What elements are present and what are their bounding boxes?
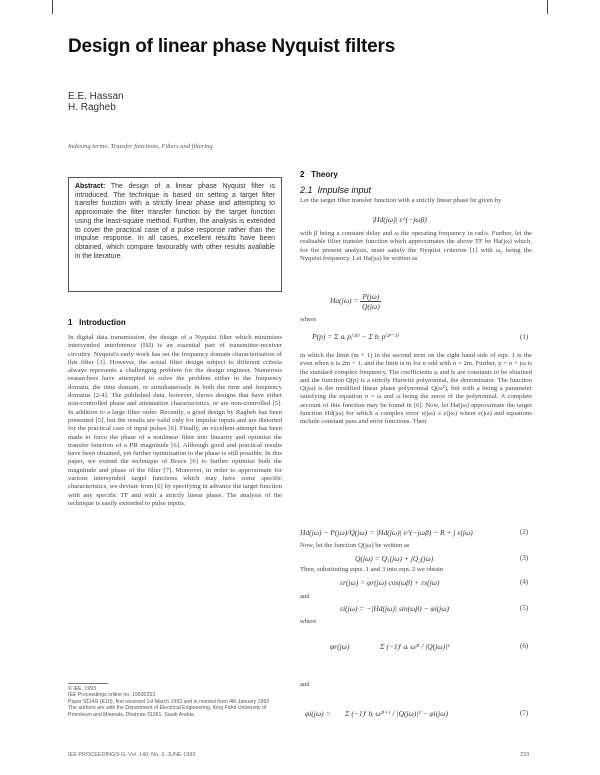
page-number: 233 [520, 752, 530, 758]
equation-3: Q(jω) = Q₁(jω) + jQ₂(jω) [355, 554, 434, 563]
section-2-p2: with β being a constant delay and ω the operating frequency in rad/s. Further, let the realisable filter transfer function which approximates the above TF be Ha(jω) which, for the present analysis, must satisfy the Nyquist criterion [1] with ω₀ being the Nyquist frequency. Let Ha(jω) be written as [300, 230, 532, 262]
equation-5-number: (5) [520, 604, 529, 612]
running-footer: IEE PROCEEDINGS-G, Vol. 140, No. 3, JUNE 1993 [68, 752, 196, 758]
equation-6: Σ (−1)ⁱ aᵢ ω²ⁱ / |Q(jω)|² [380, 642, 450, 651]
section-2-p5: Then, substituting eqns. 1 and 3 into eqn. 2 we obtain [300, 566, 444, 573]
footnote-affiliation: The authors are with the Department of Electrical Engineering, King Fahd University of Petroleum and Minerals, Dhahran 31261, Saudi Arabia [68, 705, 267, 718]
equation-ha: Ha(jω) = $\frac{P(j\omega)}{Q(j\omega)}$ [330, 292, 380, 311]
equation-2-number: (2) [520, 528, 529, 536]
equation-7-number: (7) [520, 709, 529, 717]
abstract-box [68, 177, 282, 292]
equation-4-number: (4) [520, 578, 529, 586]
equation-4: εr(jω) = φr(jω) cos(ωβ) + εs(jω) [340, 578, 440, 587]
subsection-2-1-heading: 2.1 Impulse input [300, 185, 372, 195]
section-2-p3: in which the limit (m + 1) in the second term on the right hand side of eqn. 1 is the even when n is 2m + 1, and the limit is m for n odd with n = 2m. Further, p = σ + jω is the standard complex frequency. The coefficients aᵢ and bᵢ are constants to be obtained and the function Q(p) is a strictly Hurwitz polynomial, the denominator. The function Q(jω) is the modified linear phase polynomial Q(ω²), but with a being a parameter satisfying the equation σ = ω and ω being the zeros of the polynomial. A complete account of this function may be found in [6]. Now, let Ha(jω) approximate the target function Hd(jω) for which a complex error ε(jω) ≤ ε(jω) where ε(jω) and equations include constant pass and error functions. Then [300, 352, 532, 426]
equation-7: Σ (−1)ⁱ bᵢ ω²ⁱ⁺¹ / |Q(jω)|² − φi(jω) [345, 709, 449, 718]
section-2-p4: Now, let the function Q(jω) be written as [300, 542, 410, 549]
and-1: and [300, 593, 310, 600]
equation-ha-fraction: $\frac{P(j\omega)}{Q(j\omega)}$ [361, 292, 380, 311]
where-1: where [300, 316, 317, 323]
equation-6-lhs: φr(jω) [330, 642, 350, 651]
footnotes [68, 686, 282, 742]
authors [68, 91, 124, 113]
author-1: E.E. Hassan [68, 91, 124, 102]
crop-mark-left [52, 0, 53, 14]
footnote-copyright: © IEE, 1993 [68, 686, 97, 692]
author-2: H. Ragheb [68, 102, 116, 113]
equation-target: |Hd(jω)| ε^(−jωβ) [372, 215, 427, 224]
equation-5: εi(jω) = −|Hd(jω)| sin(ωβ) − φi(jω) [340, 604, 450, 613]
equation-7-lhs: φi(jω) = [305, 709, 331, 718]
footnote-online: IEE Proceedings online no. 19930253 [68, 692, 156, 699]
section-1-body: In digital data transmission, the design of a Nyquist filter which minimises intersymbol interference (ISI) is an essential part of transmitter-receiver circuitry. Nyquist's early work has set the frequency domain characterisation of this filter [1]. However, the actual filter design subject to different criteria always represents a challenging problem for the design engineer. Numerous researchers have attempted to solve the problem either in the frequency domain, the time domain, or simultaneously in both the time and frequency domains [2-4]. The published data, however, shows designs that have either non-controlled phase and attenuation characteristics, or are non-controlled [5]. In addition to a large filter order. Recently, a good design by Ragheb has been presented [5], but the results are valid only for impulse inputs and are distorted for the practical case of input pulses [6]. Finally, an excellent attempt has been made to force the phase of a nonlinear filter into linearity and optimise the transfer function of a PR magnitude [6]. Although good and practical results have been obtained, yet further optimisation to the phase is still possible. In this paper, we extend the technique of Bruce [6] to further optimise both the magnitude and phase of the filter [7]. Moreover, in order to approximate for various intersymbol target functions which may have some specific characteristics, we deviate from [6] by specifying in advance the target function with any specific TF and with a strictly linear phase. The analysis of the technique is easily extended to pulse inputs. [68, 334, 282, 507]
paper-title: Design of linear phase Nyquist filters [68, 36, 396, 57]
abstract-text: The design of a linear phase Nyquist filter is introduced. The technique is based on setting a target filter transfer function with a strictly linear phase and attempting to approximate the filter transfer function by the target function using the least-square method. Further, the analysis is extended to cover the practical case of a pulse response rather than the impulse response. In all cases, excellent results have been obtained, which compare favourably with other results available in the literature. [75, 183, 276, 260]
indexing-terms: Indexing terms: Transfer functions, Filters and filtering [68, 143, 213, 150]
abstract-label: Abstract: [75, 183, 106, 190]
section-2-heading: 2 Theory [300, 170, 338, 179]
footnote-received: Paper 9114G (E10), first received 1st March 1993 and in revised form 4th January 1993 [68, 698, 270, 705]
where-2: where [300, 618, 317, 625]
section-1-heading: 1 Introduction [68, 318, 126, 327]
section-2-p1: Let the target filter transfer function with a strictly linear phase be given by [300, 197, 502, 204]
crop-mark-right [547, 0, 548, 14]
equation-2: Hd(jω) − P(jω)/Q(jω) = |Hd(jω)| e^(−jωβ) − R + j ε(jω) [300, 528, 473, 537]
equation-1-number: (1) [520, 333, 529, 341]
equation-3-number: (3) [520, 554, 529, 562]
and-2: and [300, 681, 310, 688]
equation-6-number: (6) [520, 642, 529, 650]
footnote-rule [68, 683, 108, 684]
equation-1: P(p) = Σ aᵢ pᵢ⁽²ⁱ⁾ − Σ bᵢ p⁽²ⁱ⁻¹⁾ [312, 332, 400, 341]
